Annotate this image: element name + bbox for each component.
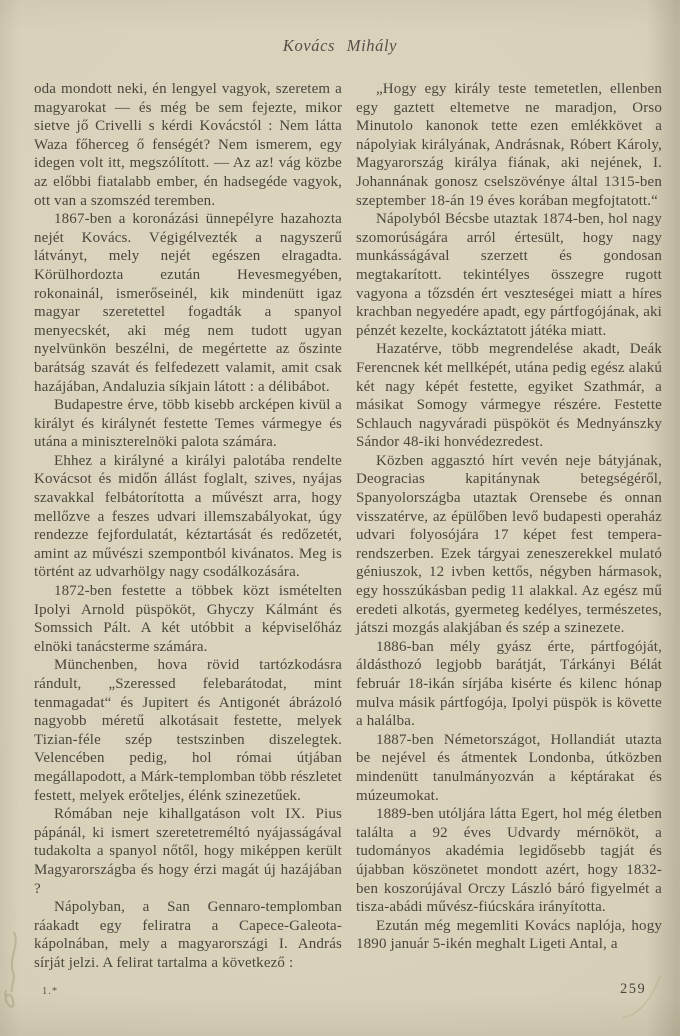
- paragraph: Közben aggasztó hírt vevén neje bátyjának, Deogracias kapitánynak betegségéről, Spanyolországba utaztak Orensebe és onnan visszatérve, az épülőben levő budapesti operaház udvari folyosójára 17 képet fest tempera-rendszerben. Ezek tárgyai zeneszerekkel mulató géniuszok, 12 ivben kettős, négyben hármasok, egy hosszúkásban pedig 11 alakkal. Az egész mű eredeti alkotás, gyermeteg kedélyes, természetes, játszi mozgás alakjában és szép a szinezete.: [356, 452, 662, 637]
- paragraph: Rómában neje kihallgatáson volt IX. Pius pápánál, ki ismert szeretetreméltó nyájasságával tudakolta a spanyol nőtől, hogy miképpen került Magyarországba és hogy érzi magát új hazájában ?: [34, 806, 342, 897]
- running-header: Kovács Mihály: [282, 36, 398, 55]
- paragraph: „Hogy egy király teste temetetlen, ellenben egy gaztett eltemetve ne maradjon, Orso Minutolo kanonok tette ezen emlékkövet a nápolyiak királyának, Andrásnak, Róbert Károly, Magyarország királya fiának, aki nejének, I. Johannának gonosz cselszövénye által 1315-ben szeptember 18-án 19 éves korában megfojtatott.“: [356, 81, 662, 209]
- signature-mark: 1.*: [42, 986, 59, 997]
- paragraph: oda mondott neki, én lengyel vagyok, szeretem a magyarokat — és még be sem fejezte, mikor sietve jő Crivelli s kérdi Kovácstól : Nem látta Waza főherceg ő fenségét? Nem ismerem, egy idegen volt itt, megszólított. — Az az! vág közbe az előbbi fiatalabb ember, én hadsegéde vagyok, ott van a szomszéd teremben.: [34, 81, 342, 209]
- paragraph: Ehhez a királyné a királyi palotába rendelte Kovácsot és midőn állást foglalt, szives, nyájas szavakkal felbátorította a művészt arra, hogy mellőzve a feszes udvari illemszabályokat, úgy rendezze fejfordulatát, kéztartását és redőzetét, amint az művészi szempontból kivánatos. Meg is történt az udvarhölgy nagy csodálkozására.: [34, 452, 342, 581]
- column-left: [34, 80, 342, 973]
- paragraph: Nápolyból Bécsbe utaztak 1874-ben, hol nagy szomorúságára arról értesült, hogy nagy munkásságával szerzett és gondosan megtakarított. tekintélyes összegre rugott vagyona a tőzsdén ért veszteségei miatt a híres krachban negyedére apadt, egy pártfogójának, aki pénzét kezelte, kockáztatott játéka miatt.: [356, 211, 662, 339]
- page-curl-mark-icon: [620, 972, 675, 1022]
- margin-pencil-mark-icon: [0, 928, 34, 1028]
- paragraph: Hazatérve, több megrendelése akadt, Deák Ferencnek két mellképét, utána pedig egész alakú két nagy képét festette, egyiket Szathmár, a másikat Somogy vármegye részére. Festette Schlauch nagyváradi püspököt és Mednyánszky Sándor 48-iki honvédezredest.: [356, 341, 662, 451]
- paragraph: Budapestre érve, több kisebb arcképen kivül a királyt és királynét festette Temes vármegye és utána a miniszterelnöki palota számára.: [34, 397, 342, 451]
- paragraph: 1886-ban mély gyász érte, pártfogóját, áldásthozó legjobb barátját, Tárkányi Bélát február 18-ikán sírjába kisérte és kilenc hónap mulva másik pártfogója, Ipolyi püspök is követte a halálba.: [356, 638, 662, 730]
- paragraph: 1889-ben utóljára látta Egert, hol még életben találta a 92 éves Udvardy mérnököt, a tudományos akadémia legidősebb tagját és újabban köszönetet mondott azért, hogy 1832-ben koszorújával Orczy László báró figyelmét a tisza-abádi művész-fiúcskára irányította.: [356, 806, 662, 916]
- text-columns: [0, 56, 680, 973]
- paragraph: Nápolyban, a San Gennaro-templomban ráakadt egy feliratra a Capece-Galeota-kápolnában, mely a magyarországi I. András sírját jelzi. A felirat tartalma a következő :: [34, 899, 342, 971]
- paragraph: 1867-ben a koronázási ünnepélyre hazahozta nejét Kovács. Végigélvezték a nagyszerű látványt, mely nejét egészen elragadta. Körülhordozta ezután Hevesmegyében, rokonainál, ismerőseinél, kik mindenütt igaz magyar szeretettel fogadták a spanyol menyecskét, aki még nem tudott ugyan nyelvünkön beszélni, de megértette az őszinte barátság szavát és felfedezett valamit, amit csak hazájában, Andaluzia síkjain látott : a délibábot.: [34, 211, 342, 395]
- paragraph: Ezután még megemliti Kovács naplója, hogy 1890 január 5-ikén meghalt Ligeti Antal, a: [356, 917, 662, 953]
- paragraph: 1887-ben Németországot, Hollandiát utazta be nejével és átmentek Londonba, útközben mindenütt tanulmányozván a képtárakat és múzeumokat.: [356, 731, 662, 804]
- paragraph: 1872-ben festette a többek közt ismételten Ipolyi Arnold püspököt, Ghyczy Kálmánt és Somssich Pált. A két utóbbit a képviselőház elnöki tanácsterme számára.: [34, 583, 342, 655]
- paragraph: Münchenben, hova rövid tartózkodásra rándult, „Szeressed felebarátodat, mint tenmagadat“ és Jupitert és Antigonét ábrázoló nagyobb méretű alkotásait festette, melyek Tizian-féle szép testszinben diszelegtek. Velencében pedig, hol római útjában megállapodott, a Márk-templomban több részletet festett, melyek erőteljes, élénk szinezetűek.: [34, 657, 342, 804]
- page-number: 259: [620, 981, 647, 997]
- column-right: [356, 80, 662, 973]
